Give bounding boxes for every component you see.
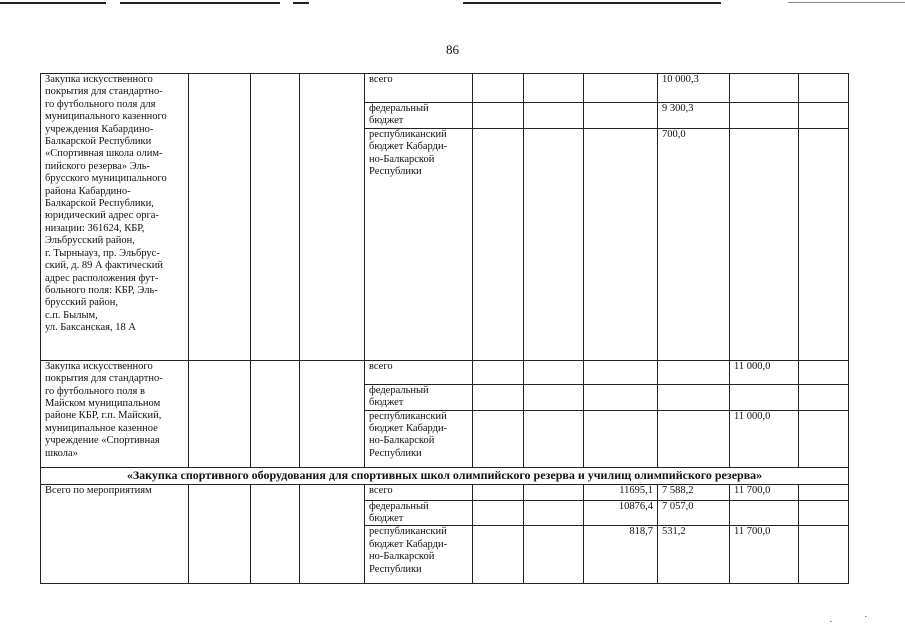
value-cell: 531,2 [658, 526, 730, 584]
empty-cell [251, 74, 300, 361]
value-cell: 7 588,2 [658, 484, 730, 500]
empty-cell [524, 74, 584, 103]
value-cell [730, 384, 799, 410]
empty-cell [251, 484, 300, 584]
empty-cell [473, 360, 524, 384]
empty-cell [300, 484, 365, 584]
empty-cell [524, 360, 584, 384]
empty-cell [300, 360, 365, 467]
scan-mark: ˙ [864, 614, 868, 626]
empty-cell [473, 384, 524, 410]
empty-cell [473, 410, 524, 467]
empty-cell [189, 74, 251, 361]
empty-cell [524, 484, 584, 500]
empty-cell [799, 74, 849, 103]
value-cell: 10876,4 [584, 500, 658, 526]
scan-line [788, 2, 905, 3]
funding-source: республиканский бюджет Кабарди- но-Балкарской Республики [365, 410, 473, 467]
value-cell: 11 700,0 [730, 484, 799, 500]
item-description: Закупка искусственного покрытия для стандартно- го футбольного поля в Майском муниципальном районе КБР, г.п. Майский, муниципальное казенное учреждение «Спортивная школа» [41, 360, 189, 467]
empty-cell [473, 526, 524, 584]
value-cell: 11 000,0 [730, 410, 799, 467]
value-cell: 7 057,0 [658, 500, 730, 526]
budget-table [40, 73, 849, 584]
empty-cell [524, 103, 584, 129]
funding-source: республиканский бюджет Кабарди- но-Балкарской Республики [365, 526, 473, 584]
funding-source: всего [365, 484, 473, 500]
table-body [41, 74, 849, 584]
value-cell: 818,7 [584, 526, 658, 584]
item-description: Всего по мероприятиям [41, 484, 189, 584]
value-cell: 9 300,3 [658, 103, 730, 129]
funding-source: республиканский бюджет Кабарди- но-Балкарской Республики [365, 128, 473, 360]
value-cell [584, 360, 658, 384]
value-cell: 10 000,3 [658, 74, 730, 103]
page-number: 86 [446, 42, 459, 57]
empty-cell [524, 500, 584, 526]
value-cell: 11695,1 [584, 484, 658, 500]
empty-cell [473, 103, 524, 129]
empty-cell [799, 500, 849, 526]
empty-cell [524, 526, 584, 584]
scan-line [0, 2, 106, 4]
value-cell [584, 103, 658, 129]
empty-cell [189, 360, 251, 467]
value-cell [658, 360, 730, 384]
value-cell [584, 410, 658, 467]
table-row [41, 74, 849, 103]
empty-cell [524, 410, 584, 467]
table-row [41, 360, 849, 384]
item-description: Закупка искусственного покрытия для стандартно- го футбольного поля для муниципального казенного учреждения Кабардино- Балкарской Республики «Спортивная школа олим- пийского резерва» Эль- брусского муниципального района Кабардино- Балкарской Республики, юридический адрес орга- низации: 361624, КБР, Эльбрусский район, г. Тырныауз, пр. Эльбрус- ский, д. 89 А фактический адрес расположения фут- больного поля: КБР, Эль- брусский район, с.п. Былым, ул. Баксанская, 18 А [41, 74, 189, 361]
empty-cell [524, 128, 584, 360]
funding-source: федеральный бюджет [365, 500, 473, 526]
scan-line [120, 2, 280, 4]
empty-cell [524, 384, 584, 410]
funding-source: федеральный бюджет [365, 384, 473, 410]
table-row [41, 484, 849, 500]
value-cell [730, 103, 799, 129]
empty-cell [799, 103, 849, 129]
value-cell [584, 384, 658, 410]
empty-cell [799, 526, 849, 584]
value-cell [584, 74, 658, 103]
funding-source: федеральный бюджет [365, 103, 473, 129]
empty-cell [251, 360, 300, 467]
value-cell [658, 384, 730, 410]
empty-cell [799, 410, 849, 467]
empty-cell [300, 74, 365, 361]
value-cell [584, 128, 658, 360]
empty-cell [799, 360, 849, 384]
empty-cell [473, 128, 524, 360]
value-cell: 700,0 [658, 128, 730, 360]
value-cell [730, 74, 799, 103]
empty-cell [189, 484, 251, 584]
funding-source: всего [365, 74, 473, 103]
scan-mark: · [829, 616, 833, 628]
empty-cell [473, 500, 524, 526]
empty-cell [799, 128, 849, 360]
value-cell [730, 500, 799, 526]
scan-line [463, 2, 721, 4]
empty-cell [473, 484, 524, 500]
value-cell [730, 128, 799, 360]
value-cell: 11 000,0 [730, 360, 799, 384]
empty-cell [799, 484, 849, 500]
empty-cell [473, 74, 524, 103]
value-cell [658, 410, 730, 467]
scan-line [293, 2, 309, 4]
section-title: «Закупка спортивного оборудования для спортивных школ олимпийского резерва и училищ олимпийского резерва» [41, 467, 849, 484]
value-cell: 11 700,0 [730, 526, 799, 584]
section-row [41, 467, 849, 484]
funding-source: всего [365, 360, 473, 384]
empty-cell [799, 384, 849, 410]
